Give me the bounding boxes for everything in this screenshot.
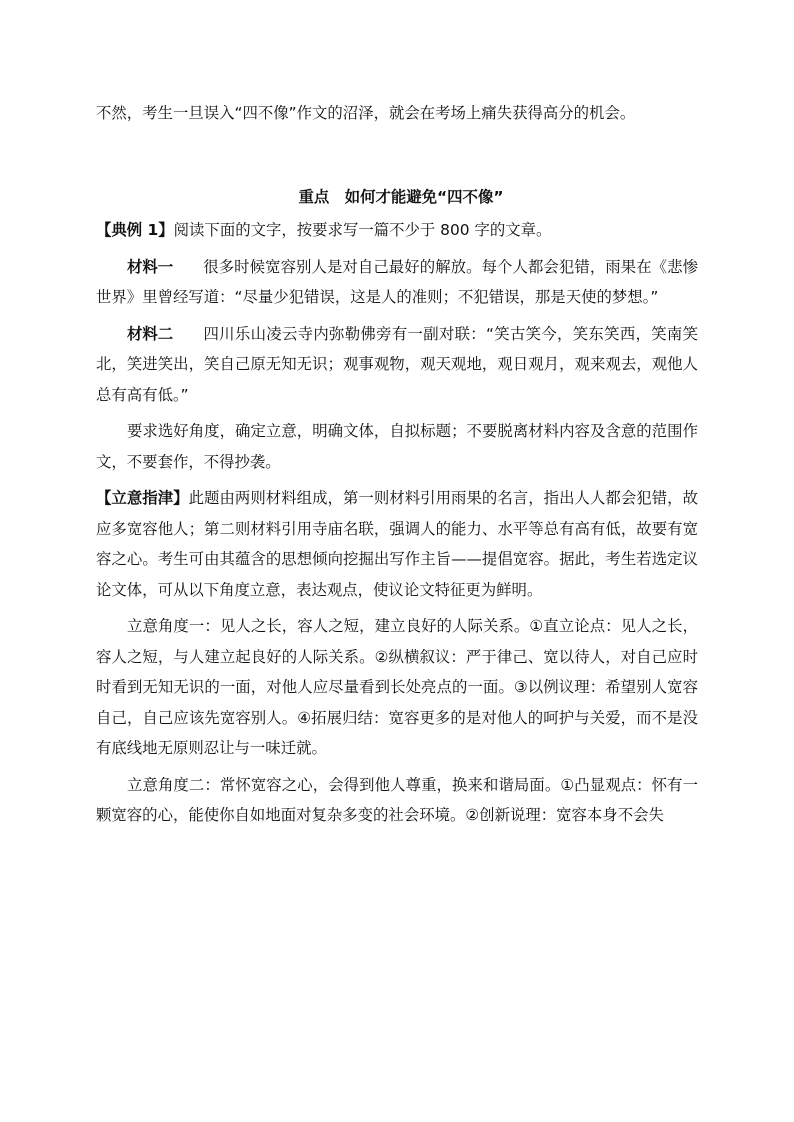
material-two-label: 材料二 [127,324,174,343]
requirement-paragraph: 要求选好角度，确定立意，明确文体，自拟标题；不要脱离材料内容及含意的范围作文，不要套作，不得抄袭。 [96,422,698,471]
angle-one-paragraph: 立意角度一：见人之长，容人之短，建立良好的人际关系。①直立论点：见人之长，容人之短，与人建立起良好的人际关系。②纵横叙议：严于律己、宽以待人，对自己应时时看到无知无识的一面，对他人应尽量看到长处亮点的一面。③以例议理：希望别人宽容自己，自己应该先宽容别人。④拓展归结：宽容更多的是对他人的呵护与关爱，而不是没有底线地无原则忍让与一味迁就。 [96,617,698,757]
material-one-text: 很多时候宽容别人是对自己最好的解放。每个人都会犯错，雨果在《悲惨世界》里曾经写道：“尽量少犯错误，这是人的准则；不犯错误，那是天使的梦想。” [96,257,698,306]
section-title: 重点 如何才能避免“四不像” [298,187,504,206]
guide-text: 此题由两则材料组成，第一则材料引用雨果的名言，指出人人都会犯错，故应多宽容他人；第二则材料引用寺庙名联，强调人的能力、水平等总有高有低，故要有宽容之心。考生可由其蕴含的思想倾向挖掘出写作主旨——提倡宽容。据此，考生若选定议论文体，可从以下角度立意，表达观点，使议论文特征更为鲜明。 [96,489,698,599]
example-paragraph [96,215,698,246]
material-two-text: 四川乐山凌云寺内弥勒佛旁有一副对联：“笑古笑今，笑东笑西，笑南笑北，笑进笑出，笑自己原无知无识；观事观物，观天观地，观日观月，观来观去，观他人总有高有低。” [96,324,698,404]
angle-two-paragraph: 立意角度二：常怀宽容之心，会得到他人尊重，换来和谐局面。①凸显观点：怀有一颗宽容的心，能使你自如地面对复杂多变的社会环境。②创新说理：宽容本身不会失 [96,775,698,824]
document-body [96,98,698,837]
guide-label: 【立意指津】 [96,489,189,507]
example-label: 【典例 1】 [96,221,174,239]
example-prompt: 阅读下面的文字，按要求写一篇不少于 800 字的文章。 [173,221,552,239]
intro-paragraph: 不然，考生一旦误入“四不像”作文的沼泽，就会在考场上痛失获得高分的机会。 [96,104,636,122]
spacer [96,135,698,182]
guide-paragraph [96,483,698,605]
material-one-paragraph [96,252,698,313]
material-two-paragraph [96,319,698,411]
material-one-label: 材料一 [127,257,174,276]
